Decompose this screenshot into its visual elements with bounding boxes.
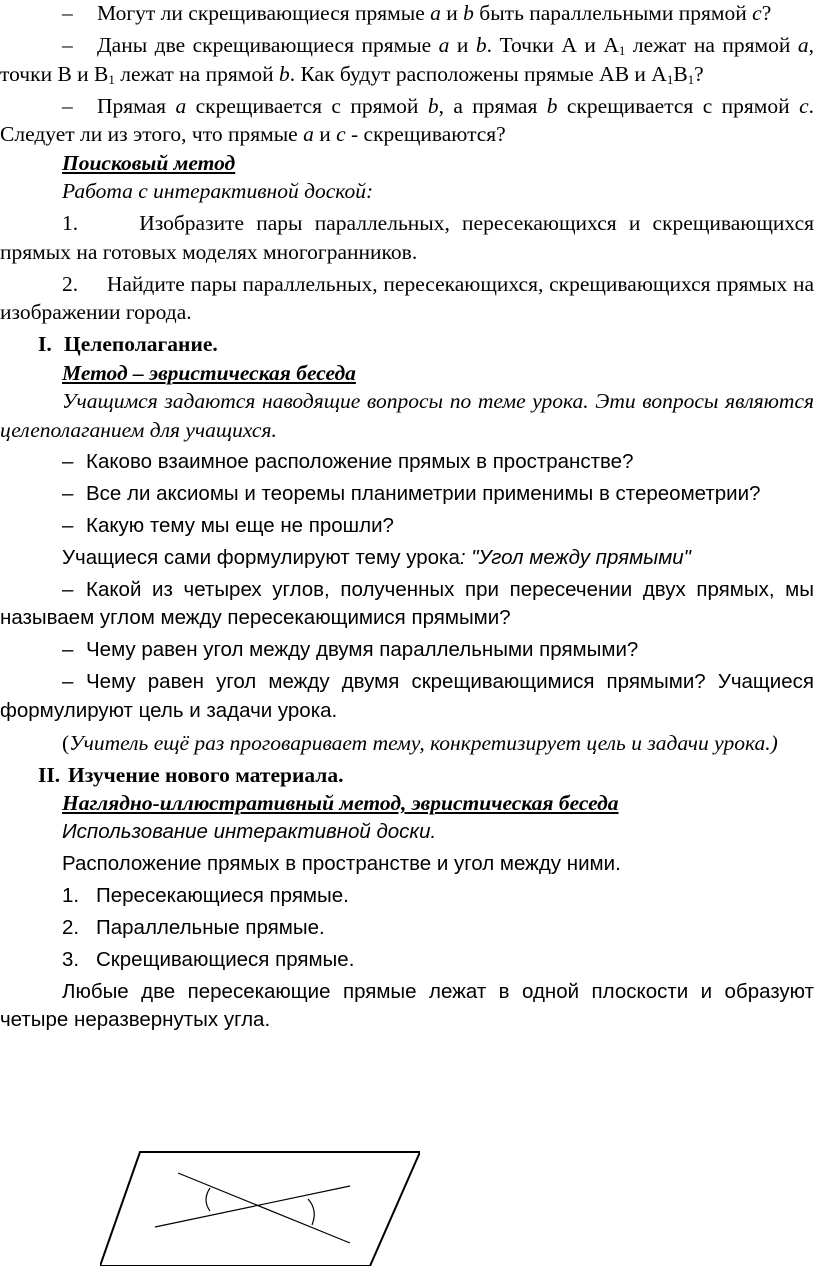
student-question-3: – Какую тему мы еще не прошли? (62, 513, 394, 537)
task-1: 1. Изобразите пары параллельных, пересекающихся и скрещивающихся прямых на готовых моделях многогранников. (0, 211, 814, 264)
list-item: 2. Параллельные прямые. (62, 915, 325, 939)
board-work-label: Работа с интерактивной доской: (62, 179, 374, 203)
leading-questions-note: Учащимся задаются наводящие вопросы по теме урока. Эти вопросы являются целеполаганием для учащихся. (0, 389, 814, 442)
question-transitive-skew: – Прямая a скрещивается с прямой b, а прямая b скрещивается с прямой c. Следует ли из этого, что прямые a и c - скрещиваются? (0, 93, 815, 146)
question-points-on-lines: – Даны две скрещивающиеся прямые a и b. Точки А и $А_1$ лежат на прямой a, точки В и $В_1$ лежат на прямой b. Как будут расположены прямые АВ и $А_1В_1$? (0, 33, 814, 87)
section-new-material: II. Изучение нового материала. (38, 762, 344, 787)
line-one (178, 1173, 350, 1243)
student-question-6: – Чему равен угол между двумя скрещивающимися прямыми? Учащиеся формулируют цель и задачи урока. (0, 670, 814, 722)
student-question-5: – Чему равен угол между двумя параллельными прямыми? (62, 638, 639, 661)
angle-arc-right (308, 1199, 314, 1225)
closing-statement: Любые две пересекающие прямые лежат в одной плоскости и образуют четыре неразвернутых угла. (0, 979, 814, 1031)
list-item: 3. Скрещивающиеся прямые. (62, 947, 355, 971)
question-skew-parallel: – Могут ли скрещивающиеся прямые a и b быть параллельными прямой c? (62, 1, 772, 25)
search-method-heading: Поисковый метод (62, 150, 236, 175)
board-use-note: Использование интерактивной доски. (62, 819, 437, 843)
intersecting-lines-figure (100, 1140, 420, 1266)
student-question-4: – Какой из четырех углов, полученных при пересечении двух прямых, мы называем углом между пересекающимися прямыми? (0, 577, 814, 629)
lesson-topic: Учащиеся сами формулируют тему урока: "Угол между прямыми" (62, 545, 691, 569)
line-two (155, 1186, 350, 1227)
teacher-note: (Учитель ещё раз проговаривает тему, конкретизирует цель и задачи урока.) (62, 730, 778, 755)
student-question-2: – Все ли аксиомы и теоремы планиметрии применимы в стереометрии? (62, 481, 761, 505)
list-item: 1. Пересекающиеся прямые. (62, 883, 349, 907)
arrangement-heading: Расположение прямых в пространстве и угол между ними. (62, 851, 621, 875)
plane-parallelogram (100, 1152, 420, 1266)
task-2: 2. Найдите пары параллельных, пересекающихся, скрещивающихся прямых на изображении города. (0, 271, 814, 324)
angle-arc-left (206, 1188, 210, 1211)
section-goal-setting: I. Целеполагание. (38, 332, 218, 356)
visual-method-heading: Наглядно-иллюстративный метод, эвристическая беседа (62, 791, 619, 815)
student-question-1: – Каково взаимное расположение прямых в пространстве? (62, 449, 634, 473)
heuristic-method-heading: Метод – эвристическая беседа (62, 360, 356, 385)
